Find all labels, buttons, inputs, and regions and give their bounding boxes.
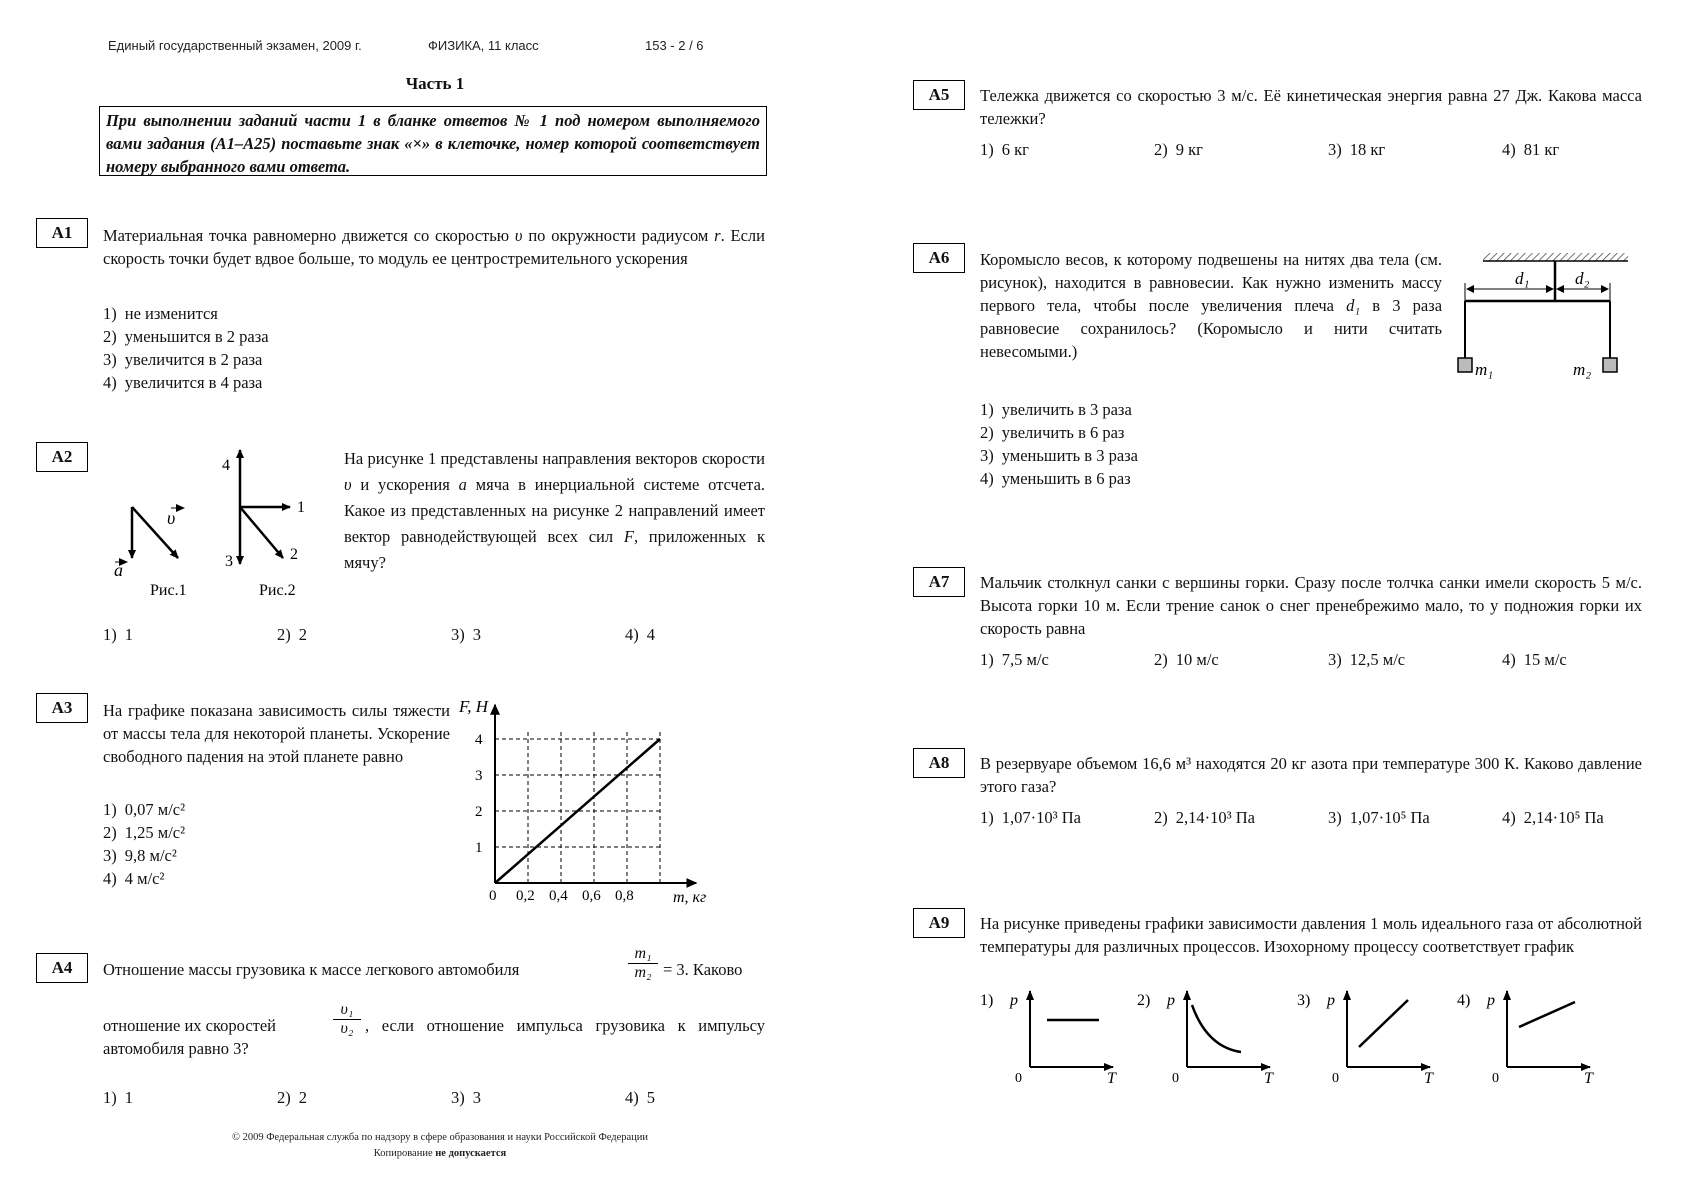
- question-text-a1: [103, 224, 765, 270]
- a6-text-2: в 3 раза равновесие сохранилось? (Коромысло и нити считать невесомыми.): [980, 296, 1443, 361]
- graph-number: 1): [980, 992, 994, 1009]
- a2-sym-F: F: [623, 527, 634, 546]
- answer-option[interactable]: 4) 15 м/с: [1502, 650, 1567, 669]
- a2-sym-v: υ: [344, 475, 352, 494]
- graph-origin: 0: [1332, 1071, 1339, 1085]
- answer-option[interactable]: 3) 18 кг: [1328, 140, 1386, 159]
- chart-y-label: F, Н: [459, 697, 488, 716]
- question-label-a3: А3: [36, 693, 88, 723]
- answer-option[interactable]: 1) 1: [103, 1088, 133, 1107]
- y-tick-label: 1: [475, 840, 483, 856]
- answer-option[interactable]: 1) 1: [103, 625, 133, 644]
- answer-option[interactable]: 3) 3: [451, 1088, 481, 1107]
- answer-option[interactable]: 2) 2: [277, 1088, 307, 1107]
- answer-option[interactable]: 2) 2: [277, 625, 307, 644]
- question-text-a6: [980, 248, 1442, 363]
- question-text-a7: Мальчик столкнул санки с вершины горки. Сразу после толчка санки имели скорость 5 м/с. Высота горки 10 м. Если трение санок о снег пренебрежимо мало, то у подножия горки их скорость равна: [980, 573, 1642, 638]
- answer-option[interactable]: 3) 1,07·10⁵ Па: [1328, 808, 1430, 827]
- graph-option[interactable]: [1457, 991, 1594, 1085]
- force-directions-figure: [222, 450, 305, 599]
- a6-text-1: Коромысло весов, к которому подвешены на нитях два тела (см. рисунок), находится в равновесии. Как нужно изменить массу первого тела, чтобы после увеличения плеча: [980, 250, 1442, 315]
- question-label-a4: А4: [36, 953, 88, 983]
- velocity-acceleration-figure: [114, 507, 187, 599]
- header-subject: ФИЗИКА, 11 класс: [428, 38, 539, 53]
- header-exam: Единый государственный экзамен, 2009 г.: [108, 38, 362, 53]
- balance-beam-figure: [1455, 245, 1635, 395]
- answer-option[interactable]: 1) не изменится: [103, 304, 218, 323]
- label-d2: d₂: [1575, 269, 1590, 288]
- question-label-a9: А9: [913, 908, 965, 938]
- graph-origin: 0: [1015, 1071, 1022, 1085]
- a1-text-3: . Если скорость точки будет вдвое больше, то модуль ее центростремительного ускорения: [103, 226, 765, 268]
- graph-x-label: T: [1584, 1070, 1593, 1085]
- question-label-a2: А2: [36, 442, 88, 472]
- question-text-a5: Тележка движется со скоростью 3 м/с. Её кинетическая энергия равна 27 Дж. Какова масса тележки?: [980, 86, 1642, 128]
- answer-option[interactable]: 4) увеличится в 4 раза: [103, 373, 263, 392]
- graph-x-label: T: [1107, 1070, 1116, 1085]
- label-m2: m₂: [1573, 360, 1592, 379]
- chart-origin-label: 0: [489, 888, 497, 904]
- graph-number: 2): [1137, 992, 1151, 1009]
- answer-option[interactable]: 4) уменьшить в 6 раз: [980, 469, 1131, 488]
- graph-y-label: p: [1487, 992, 1495, 1009]
- answer-option[interactable]: 2) 9 кг: [1154, 140, 1203, 159]
- question-text-a9: На рисунке приведены графики зависимости давления 1 моль идеального газа от абсолютной температуры для различных процессов. Изохорному процессу соответствует график: [980, 914, 1642, 956]
- part-title: Часть 1: [405, 74, 465, 93]
- a2-figures: [105, 440, 335, 605]
- header-page: 153 - 2 / 6: [645, 38, 704, 53]
- a2-text-2: и ускорения: [360, 475, 450, 494]
- a6-sym-d1: d₁: [1346, 296, 1361, 315]
- weight-m1: [1458, 358, 1472, 372]
- weight-m2: [1603, 358, 1617, 372]
- answer-option[interactable]: 2) 1,25 м/с²: [103, 823, 186, 842]
- fraction-numerator: m₁: [634, 945, 652, 962]
- question-label-a5: А5: [913, 80, 965, 110]
- answer-option[interactable]: 1) увеличить в 3 раза: [980, 400, 1132, 419]
- a4-line-2: отношение их скоростей: [103, 1016, 277, 1035]
- question-label-a1: А1: [36, 218, 88, 248]
- direction-label: 1: [297, 499, 305, 516]
- fig1-v-label: υ: [167, 508, 176, 528]
- question-text-a2: [344, 446, 765, 576]
- answer-option[interactable]: 2) уменьшится в 2 раза: [103, 327, 269, 346]
- answer-option[interactable]: 4) 4 м/с²: [103, 869, 165, 888]
- answer-option[interactable]: 1) 6 кг: [980, 140, 1029, 159]
- answer-option[interactable]: 2) 2,14·10³ Па: [1154, 808, 1255, 827]
- a1-text-1: Материальная точка равномерно движется со скоростью: [103, 226, 510, 245]
- footer: [140, 1130, 740, 1162]
- direction-label: 2: [290, 546, 298, 563]
- chart-x-label: m, кг: [673, 889, 707, 906]
- answer-option[interactable]: 3) 9,8 м/с²: [103, 846, 177, 865]
- question-label-a6: А6: [913, 243, 965, 273]
- label-m1: m₁: [1475, 360, 1494, 379]
- answer-option[interactable]: 3) уменьшить в 3 раза: [980, 446, 1139, 465]
- a2-text-1: На рисунке 1 представлены направления векторов скорости: [344, 449, 765, 468]
- graph-number: 3): [1297, 992, 1311, 1009]
- answer-option[interactable]: 1) 0,07 м/с²: [103, 800, 186, 819]
- graph-option[interactable]: [1137, 991, 1274, 1085]
- instructions-box: При выполнении заданий части 1 в бланке ответов № 1 под номером выполняемого вами задания (А1–А25) поставьте знак «×» в клеточке, номер которой соответствует номеру выбранного вами ответа.: [99, 106, 767, 176]
- graph-option[interactable]: [1297, 991, 1434, 1085]
- a2-text-3: мяча в инерциальной системе отсчета. Какое из представленных на рисунке 2 направлений имеет вектор равнодействующей всех сил: [344, 475, 766, 546]
- a4-eq: = 3. Каково: [663, 960, 743, 979]
- answer-option[interactable]: 4) 4: [625, 625, 655, 644]
- answer-option[interactable]: 4) 81 кг: [1502, 140, 1560, 159]
- question-label-a7: А7: [913, 567, 965, 597]
- graph-option[interactable]: [980, 991, 1117, 1085]
- x-tick-label: 0,8: [615, 888, 634, 904]
- answer-option[interactable]: 2) 10 м/с: [1154, 650, 1219, 669]
- graph-x-label: T: [1424, 1070, 1433, 1085]
- fig1-caption: Рис.1: [150, 582, 187, 599]
- direction-label: 3: [225, 553, 233, 570]
- answer-option[interactable]: 3) 3: [451, 625, 481, 644]
- graph-x-label: T: [1264, 1070, 1273, 1085]
- fraction-denominator: υ₂: [333, 1019, 361, 1038]
- graph-curve-isotherm: [1192, 1005, 1241, 1052]
- graph-curve-line: [1359, 1000, 1408, 1047]
- fig2-caption: Рис.2: [259, 582, 296, 599]
- y-tick-label: 4: [475, 732, 483, 748]
- answer-option[interactable]: 1) 7,5 м/с: [980, 650, 1049, 669]
- answer-option[interactable]: 1) 1,07·10³ Па: [980, 808, 1081, 827]
- a2-text-4: , приложенных к мячу?: [344, 527, 765, 572]
- y-tick-label: 2: [475, 804, 483, 820]
- a4-line-3: , если отношение импульса грузовика к импульсу автомобиля равно 3?: [103, 1016, 765, 1058]
- force-mass-chart: [455, 690, 725, 910]
- question-text-a8: В резервуаре объемом 16,6 м³ находятся 20 кг азота при температуре 300 К. Каково давление этого газа?: [980, 754, 1642, 796]
- graph-y-label: p: [1167, 992, 1175, 1009]
- direction-label: 4: [222, 457, 230, 474]
- a4-fraction-mass: [628, 945, 658, 982]
- answer-option[interactable]: 2) увеличить в 6 раз: [980, 423, 1125, 442]
- graph-number: 4): [1457, 992, 1471, 1009]
- answer-option[interactable]: 4) 2,14·10⁵ Па: [1502, 808, 1604, 827]
- x-tick-label: 0,6: [582, 888, 601, 904]
- a1-sym-v: υ: [514, 226, 523, 245]
- label-d1: d₁: [1515, 269, 1530, 288]
- question-text-a3: На графике показана зависимость силы тяжести от массы тела для некоторой планеты. Ускорение свободного падения на этой планете равно: [103, 701, 450, 766]
- x-tick-label: 0,2: [516, 888, 535, 904]
- a1-text-2: по окружности радиусом: [528, 226, 709, 245]
- a9-graphs: [975, 985, 1635, 1085]
- x-tick-label: 0,4: [549, 888, 568, 904]
- graph-origin: 0: [1172, 1071, 1179, 1085]
- footer-copyright: © 2009 Федеральная служба по надзору в сфере образования и науки Российской Федерации: [231, 1132, 649, 1143]
- footer-copy-notice: Копирование не допускается: [373, 1148, 507, 1159]
- a1-sym-r: r: [714, 226, 721, 245]
- graph-y-label: p: [1010, 992, 1018, 1009]
- graph-origin: 0: [1492, 1071, 1499, 1085]
- answer-option[interactable]: 4) 5: [625, 1088, 655, 1107]
- y-tick-label: 3: [475, 768, 483, 784]
- a2-sym-a: a: [458, 475, 467, 494]
- answer-option[interactable]: 3) увеличится в 2 раза: [103, 350, 263, 369]
- graph-curve-line: [1519, 1002, 1575, 1027]
- fig1-a-label: a: [114, 560, 123, 580]
- a4-line-1: Отношение массы грузовика к массе легкового автомобиля: [103, 960, 520, 979]
- fraction-denominator: m₂: [628, 963, 658, 982]
- graph-y-label: p: [1327, 992, 1335, 1009]
- ceiling-hatch: [1483, 253, 1628, 261]
- question-label-a8: А8: [913, 748, 965, 778]
- fraction-numerator: υ₁: [340, 1001, 354, 1018]
- answer-option[interactable]: 3) 12,5 м/с: [1328, 650, 1406, 669]
